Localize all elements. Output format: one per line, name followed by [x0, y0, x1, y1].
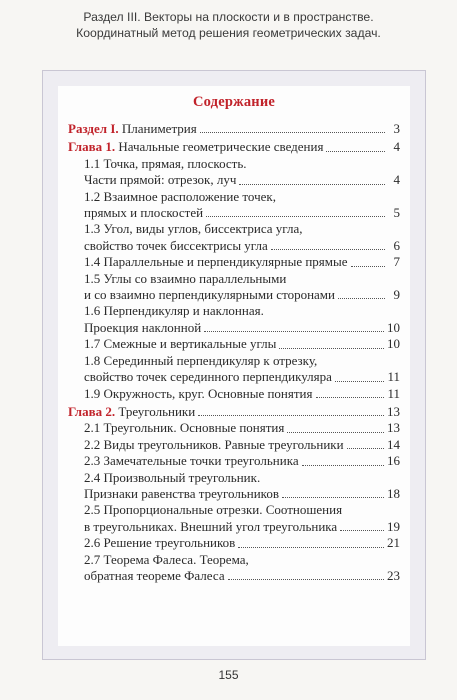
toc-page-number: 3	[393, 121, 400, 136]
toc-leader-dots	[206, 216, 385, 217]
toc-leader-dots	[347, 448, 384, 449]
toc-page-number: 13	[387, 403, 400, 419]
toc-entry-text	[84, 320, 201, 336]
toc-entry-label: 2.5 Пропорциональные отрезки. Соотношения	[84, 502, 343, 518]
toc-page-number: 11	[387, 385, 400, 401]
toc-entry-text	[84, 271, 286, 287]
toc-entry-text	[84, 221, 303, 237]
toc-entry	[68, 320, 400, 336]
toc-entry-label: 2.4 Произвольный треугольник.	[84, 469, 261, 485]
toc-entry	[68, 568, 400, 584]
toc-entry-prefix: Раздел I.	[68, 121, 119, 136]
toc-entry	[68, 470, 400, 486]
toc-page-number: 9	[393, 287, 400, 303]
toc-entry	[68, 404, 400, 420]
toc-entry	[68, 221, 400, 237]
toc-leader-dots	[316, 397, 385, 398]
toc-leader-dots	[279, 348, 384, 349]
toc-entry-prefix: Глава 1.	[68, 139, 116, 155]
toc-entry-label: 1.4 Параллельные и перпендикулярные прямые	[84, 254, 348, 270]
toc-leader-dots	[287, 432, 384, 433]
toc-page-number: 16	[387, 453, 400, 469]
toc-entry-label: и со взаимно перпендикулярными сторонами	[84, 287, 335, 303]
toc-leader-dots	[239, 184, 385, 185]
toc-entry-text	[84, 287, 335, 303]
toc-entry	[68, 386, 400, 402]
toc-title: Содержание	[192, 94, 276, 110]
toc-entry-label: 2.3 Замечательные точки треугольника	[84, 453, 299, 469]
toc-entry-label: обратная теореме Фалеса	[84, 567, 225, 583]
toc-page-number: 19	[387, 518, 400, 534]
toc-page-number: 21	[387, 535, 400, 551]
toc-entry-text	[84, 552, 249, 568]
running-head-line-1: Раздел III. Векторы на плоскости и в пространстве.	[83, 10, 374, 24]
toc-entry-label: свойство точек биссектрисы угла	[84, 237, 268, 253]
toc-page-number: 23	[387, 567, 400, 583]
toc-entry-label: 1.1 Точка, прямая, плоскость.	[84, 155, 247, 171]
toc-entry	[68, 121, 400, 137]
toc-entry-text	[84, 568, 225, 584]
toc-entry	[68, 172, 400, 188]
toc-page-number: 10	[387, 319, 400, 335]
toc-entry	[68, 336, 400, 352]
toc-entry-label: 1.5 Углы со взаимно параллельными	[84, 270, 287, 286]
toc-page-number: 13	[387, 420, 400, 436]
toc-entry-text	[84, 386, 313, 402]
toc-entry-label: 1.2 Взаимное расположение точек,	[84, 188, 276, 204]
toc-entry	[68, 552, 400, 568]
toc-leader-dots	[340, 530, 384, 531]
toc-entry-text	[84, 502, 342, 518]
toc-page-number: 4	[393, 139, 400, 155]
toc-leader-dots	[271, 249, 385, 250]
toc-entry	[68, 287, 400, 303]
toc-leader-dots	[351, 266, 385, 267]
toc-entry-text	[84, 336, 276, 352]
contents-card	[58, 86, 410, 646]
toc-entry-label: 1.9 Окружность, круг. Основные понятия	[84, 385, 313, 401]
toc-entry-text	[84, 172, 236, 188]
toc-entry	[68, 271, 400, 287]
toc-page-number: 4	[393, 172, 400, 188]
toc-leader-dots	[200, 132, 385, 133]
toc-entry-label: Треугольники	[115, 403, 196, 419]
toc-entry	[68, 535, 400, 551]
toc-entry	[68, 353, 400, 369]
toc-entry-label: Части прямой: отрезок, луч	[84, 172, 237, 188]
toc-entry-label: 2.6 Решение треугольников	[84, 535, 236, 551]
toc-entry-text	[84, 189, 276, 205]
toc-entry-text	[84, 535, 235, 551]
toc-entry-label: 1.3 Угол, виды углов, биссектриса угла,	[84, 221, 303, 237]
running-head	[0, 10, 457, 41]
toc-entry	[68, 189, 400, 205]
toc-leader-dots	[326, 151, 385, 152]
toc-entry-text	[84, 238, 268, 254]
toc-leader-dots	[302, 465, 384, 466]
toc-leader-dots	[238, 547, 384, 548]
toc-entry	[68, 238, 400, 254]
toc-leader-dots	[198, 415, 384, 416]
toc-entry-text	[84, 369, 332, 385]
toc-page-number: 5	[393, 205, 400, 221]
toc-entry	[68, 519, 400, 535]
toc-leader-dots	[282, 497, 384, 498]
toc-entry	[68, 453, 400, 469]
toc-entry-label: 1.6 Перпендикуляр и наклонная.	[84, 303, 264, 319]
toc-entry-label: Признаки равенства треугольников	[84, 485, 279, 501]
toc-entry-text	[68, 139, 323, 155]
toc-entry-label: Проекция наклонной	[84, 319, 202, 335]
toc-entry-label: Планиметрия	[118, 121, 197, 136]
toc-page-number: 7	[393, 254, 400, 270]
toc-leader-dots	[228, 579, 384, 580]
running-head-line-2: Координатный метод решения геометрических задач.	[76, 25, 381, 40]
toc-page-number: 10	[387, 336, 400, 352]
toc-entry-text	[84, 205, 203, 221]
toc-leader-dots	[204, 331, 384, 332]
page-number: 155	[218, 668, 239, 682]
toc-entry-text	[68, 121, 197, 137]
toc-page-number: 14	[387, 436, 400, 452]
toc-leader-dots	[335, 381, 385, 382]
toc-entry	[68, 139, 400, 155]
toc-entry	[68, 254, 400, 270]
toc-page-number: 11	[387, 369, 400, 385]
toc-entry-text	[84, 470, 260, 486]
toc-entry	[68, 303, 400, 319]
toc-entry-label: Начальные геометрические сведения	[115, 139, 324, 155]
toc-entry-text	[84, 437, 344, 453]
toc-entry	[68, 205, 400, 221]
toc-entry	[68, 502, 400, 518]
toc-entry-label: 2.2 Виды треугольников. Равные треугольники	[84, 436, 344, 452]
toc-entry	[68, 437, 400, 453]
toc-entry-text	[84, 420, 284, 436]
toc-list	[68, 121, 400, 584]
toc-entry-label: 1.7 Смежные и вертикальные углы	[84, 336, 277, 352]
toc-entry-text	[68, 404, 195, 420]
toc-leader-dots	[338, 298, 385, 299]
toc-entry-label: свойство точек серединного перпендикуляра	[84, 369, 332, 385]
toc-entry-text	[84, 156, 247, 172]
toc-page-number: 18	[387, 485, 400, 501]
toc-entry	[68, 369, 400, 385]
toc-entry-label: 2.7 Теорема Фалеса. Теорема,	[84, 551, 249, 567]
toc-entry	[68, 486, 400, 502]
toc-entry-label: 1.8 Серединный перпендикуляр к отрезку,	[84, 352, 318, 368]
toc-entry-prefix: Глава 2.	[68, 403, 116, 419]
toc-entry-label: в треугольниках. Внешний угол треугольника	[84, 518, 338, 534]
toc-entry-label: прямых и плоскостей	[84, 205, 204, 221]
toc-page-number: 6	[393, 237, 400, 253]
toc-entry-label: 2.1 Треугольник. Основные понятия	[84, 420, 285, 436]
toc-entry-text	[84, 303, 264, 319]
toc-entry	[68, 156, 400, 172]
toc-entry-text	[84, 519, 337, 535]
toc-entry	[68, 420, 400, 436]
toc-entry-text	[84, 453, 299, 469]
toc-entry-text	[84, 254, 348, 270]
toc-entry-text	[84, 353, 317, 369]
toc-entry-text	[84, 486, 279, 502]
